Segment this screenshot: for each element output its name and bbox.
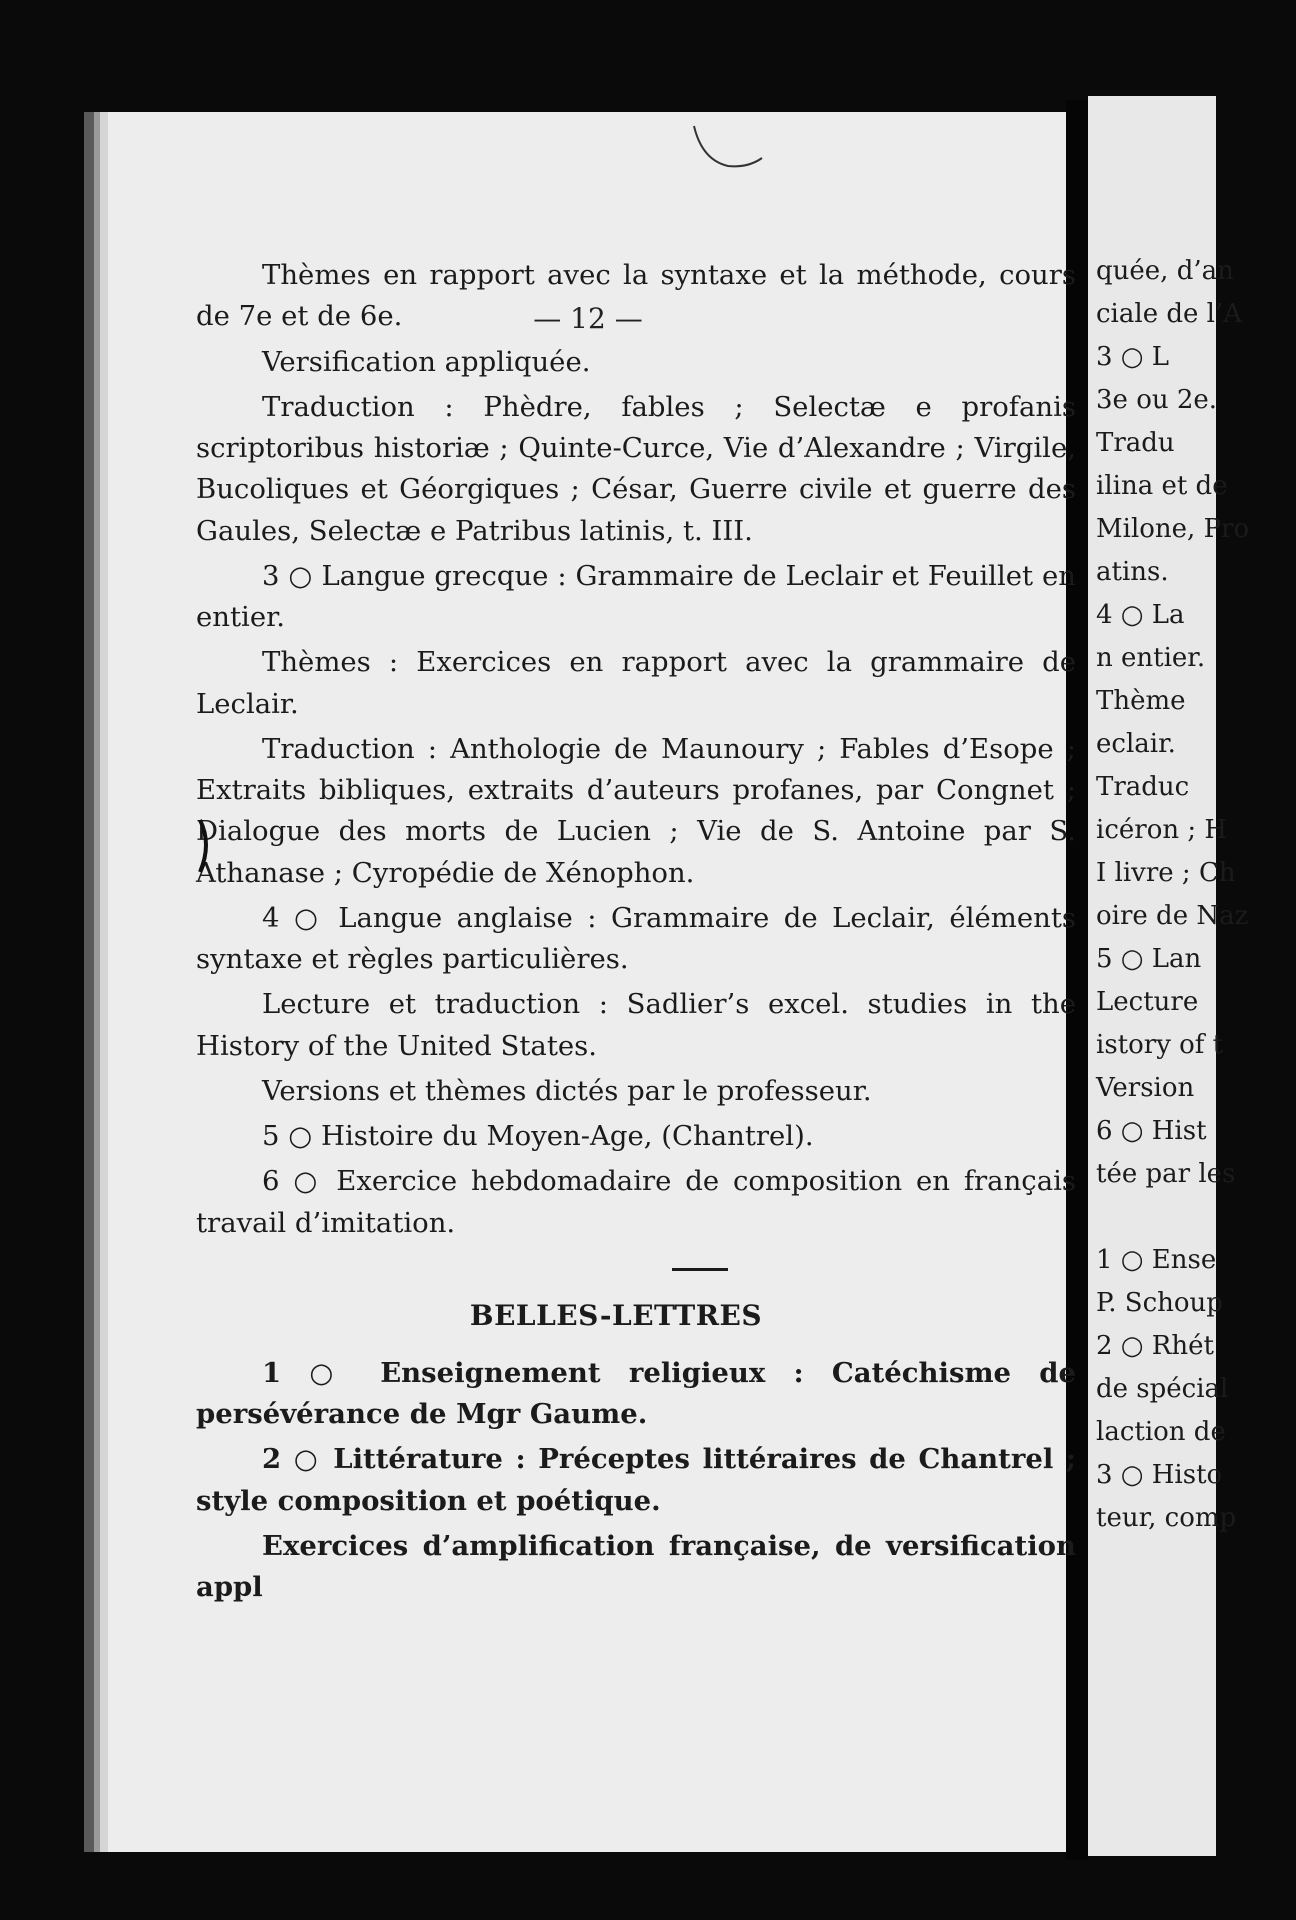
margin-bracket-mark <box>196 816 216 876</box>
right-line: tée par les <box>1096 1159 1236 1189</box>
right-line: Milone, Pro <box>1096 514 1250 544</box>
belles-lettres-block <box>196 1353 1076 1609</box>
right-line: 3 ○ Histo <box>1096 1460 1223 1490</box>
right-line: 2 ○ Rhét <box>1096 1331 1214 1361</box>
right-line: Version <box>1096 1073 1195 1103</box>
stray-pen-mark <box>688 120 768 180</box>
right-line: Thème <box>1096 686 1186 716</box>
paragraph-themes: Thèmes en rapport avec la syntaxe et la méthode, cours de 7e et de 6e. <box>196 259 1076 333</box>
right-line: 5 ○ Lan <box>1096 944 1202 974</box>
right-line: istory of t <box>1096 1030 1224 1060</box>
right-line: Lecture <box>1096 987 1199 1017</box>
right-line: I livre ; Ch <box>1096 858 1236 888</box>
right-line: Tradu <box>1096 428 1175 458</box>
paragraph-langue-grecque: 3 ○ Langue grecque : Grammaire de Leclair et Feuillet en entier. <box>196 559 1076 633</box>
right-line: atins. <box>1096 557 1169 587</box>
right-line: eclair. <box>1096 729 1176 759</box>
right-line: ilina et de <box>1096 471 1228 501</box>
paragraph-enseignement: 1 ○ Enseignement religieux : Catéchisme de persévérance de Mgr Gaume. <box>196 1356 1076 1430</box>
section-divider <box>672 1268 728 1271</box>
page-number: — 12 — <box>533 302 643 335</box>
paragraph-litterature: 2 ○ Littérature : Préceptes littéraires de Chantrel ; style composition et poétique. <box>196 1443 1076 1517</box>
right-page-text <box>1096 252 1296 1542</box>
right-page-fragment <box>1088 96 1250 1856</box>
paragraph-themes-grec: Thèmes : Exercices en rapport avec la grammaire de Leclair. <box>196 646 1076 720</box>
paragraph-exercices-amplification: Exercices d’amplification française, de versification appl <box>196 1529 1076 1603</box>
right-line: 1 ○ Ense <box>1096 1245 1217 1275</box>
right-line: n entier. <box>1096 643 1206 673</box>
paragraph-versions: Versions et thèmes dictés par le professeur. <box>262 1074 872 1107</box>
right-line: 3e ou 2e. <box>1096 385 1218 415</box>
paragraph-histoire: 5 ○ Histoire du Moyen-Age, (Chantrel). <box>262 1120 814 1152</box>
right-line: 3 ○ L <box>1096 342 1170 372</box>
right-line: teur, comp <box>1096 1503 1237 1533</box>
paragraph-traduction-latin: Traduction : Phèdre, fables ; Selectæ e profanis scriptoribus historiæ ; Quinte-Curce, Vie d’Alexandre ; Virgile, Bucoliques et Géorgiques ; César, Guerre civile et guerre des Gaules, Selectæ e Patribus latinis, t. III. <box>196 390 1076 547</box>
right-line: icéron ; H <box>1096 815 1228 845</box>
right-line: oire de Naz <box>1096 901 1249 931</box>
right-line: de spécial <box>1096 1374 1229 1404</box>
right-line: P. Schoup <box>1096 1288 1223 1318</box>
paragraph-lecture-anglaise: Lecture et traduction : Sadlier’s excel. studies in the History of the United States. <box>196 988 1076 1062</box>
section-heading: BELLES-LETTRES <box>469 1298 763 1332</box>
right-line: laction de <box>1096 1417 1226 1447</box>
right-line <box>1096 1198 1296 1237</box>
paragraph-langue-anglaise: 4 ○ Langue anglaise : Grammaire de Leclair, éléments syntaxe et règles particulières. <box>196 901 1076 975</box>
paragraph-traduction-grec: Traduction : Anthologie de Maunoury ; Fables d’Esope ; Extraits bibliques, extraits d’auteurs profanes, par Congnet ; Dialogue des morts de Lucien ; Vie de S. Antoine par S. Athanase ; Cyropédie de Xénophon. <box>196 732 1076 889</box>
left-page-text <box>196 255 1076 1612</box>
right-line: Traduc <box>1096 772 1190 802</box>
paragraph-versification: Versification appliquée. <box>262 345 591 378</box>
right-line: quée, d’an <box>1096 256 1234 286</box>
right-line: 6 ○ Hist <box>1096 1116 1207 1146</box>
paragraph-exercice: 6 ○ Exercice hebdomadaire de composition en français travail d’imitation. <box>196 1165 1076 1239</box>
right-line: 4 ○ La <box>1096 600 1185 630</box>
right-line: ciale de l’A <box>1096 299 1242 329</box>
